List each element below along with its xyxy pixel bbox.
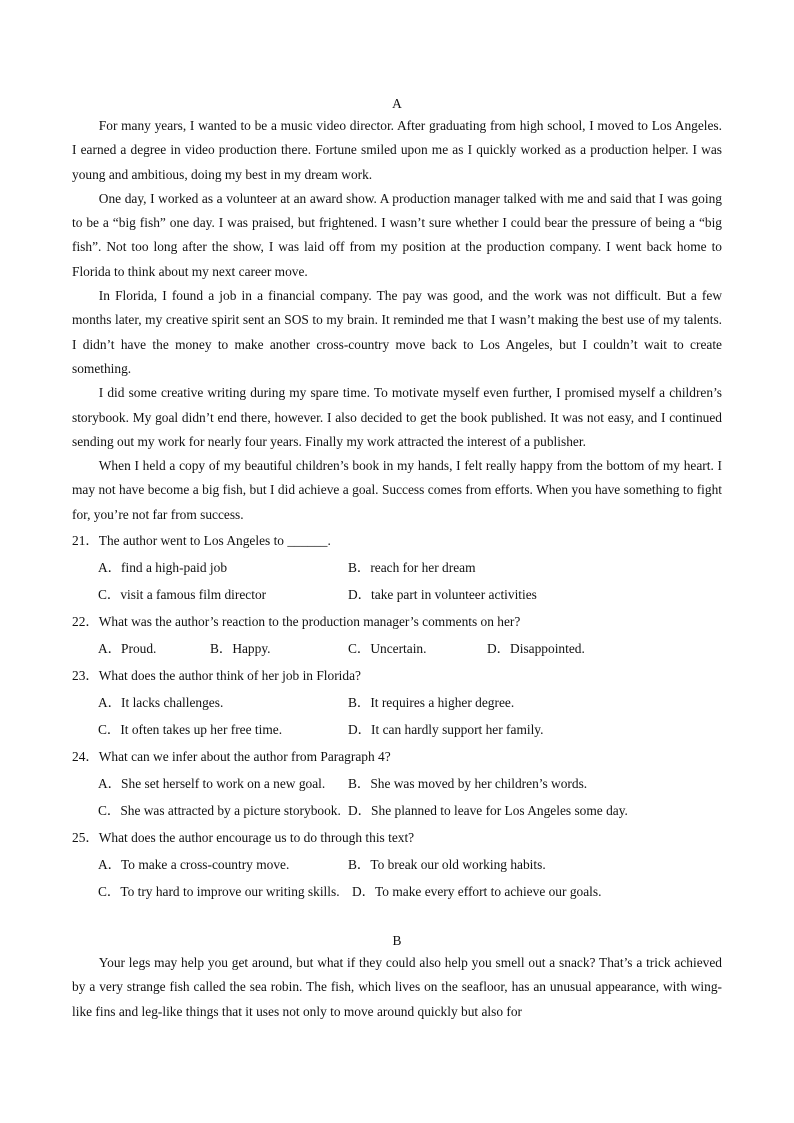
option-b: B．She was moved by her children’s words. xyxy=(348,776,588,792)
options-row xyxy=(72,716,722,743)
section-a xyxy=(72,94,722,905)
options-row xyxy=(72,689,722,716)
section-b-title: B xyxy=(392,933,402,949)
option-d: D．take part in volunteer activities xyxy=(348,587,537,603)
passage-paragraph: When I held a copy of my beautiful children’s book in my hands, I felt really happy from the bottom of my heart. I may not have become a big fish, but I did achieve a goal. Success comes from efforts. When you have something to fight for, you’re not far from success. xyxy=(72,458,722,522)
option-d: D．To make every effort to achieve our goals. xyxy=(352,884,602,900)
exam-page xyxy=(72,94,722,1024)
option-c: C．She was attracted by a picture storybook. xyxy=(98,803,341,819)
option-b: B．Happy. xyxy=(210,641,271,657)
question-stem: 23．What does the author think of her job in Florida? xyxy=(72,668,361,684)
option-a: A．She set herself to work on a new goal. xyxy=(98,776,326,792)
question-24 xyxy=(72,743,722,824)
passage-paragraph: For many years, I wanted to be a music video director. After graduating from high school, I moved to Los Angeles. I earned a degree in video production there. Fortune smiled upon me as I quickly worked as a production helper. I was young and ambitious, doing my best in my dream work. xyxy=(72,118,722,182)
option-c: C．Uncertain. xyxy=(348,641,427,657)
options-row xyxy=(72,554,722,581)
question-25 xyxy=(72,824,722,905)
option-d: D．She planned to leave for Los Angeles some day. xyxy=(348,803,628,819)
option-a: A．find a high-paid job xyxy=(98,560,228,576)
question-22 xyxy=(72,608,722,662)
question-21 xyxy=(72,527,722,608)
option-c: C．It often takes up her free time. xyxy=(98,722,283,738)
options-row xyxy=(72,635,722,662)
option-c: C．visit a famous film director xyxy=(98,587,267,603)
section-a-title: A xyxy=(392,96,402,111)
option-d: D．Disappointed. xyxy=(487,641,585,657)
passage-paragraph: I did some creative writing during my spare time. To motivate myself even further, I promised myself a children’s storybook. My goal didn’t end there, however. I also decided to get the book published. It was not easy, and I continued sending out my work for nearly four years. Finally my work attracted the interest of a publisher. xyxy=(72,385,722,449)
option-b: B．To break our old working habits. xyxy=(348,857,546,873)
option-b: B．reach for her dream xyxy=(348,560,476,576)
passage-paragraph: One day, I worked as a volunteer at an award show. A production manager talked with me and said that I was going to be a “big fish” one day. I was praised, but frightened. I wasn’t sure whether I could bear the pressure of being a “big fish”. Not too long after the show, I was laid off from my position at the production company. I went back home to Florida to think about my next career move. xyxy=(72,190,722,279)
question-stem: 25．What does the author encourage us to do through this text? xyxy=(72,830,415,846)
options-row xyxy=(72,581,722,608)
passage-paragraph: Your legs may help you get around, but what if they could also help you smell out a snack? That’s a trick achieved by a very strange fish called the sea robin. The fish, which lives on the seafloor, has an unusual appearance, with wing-like fins and leg-like things that it uses not only to move around quickly but also for xyxy=(72,955,722,1019)
question-23 xyxy=(72,662,722,743)
option-b: B．It requires a higher degree. xyxy=(348,695,515,711)
option-a: A．It lacks challenges. xyxy=(98,695,224,711)
option-a: A．To make a cross-country move. xyxy=(98,857,290,873)
options-row xyxy=(72,878,722,905)
option-d: D．It can hardly support her family. xyxy=(348,722,544,738)
option-a: A．Proud. xyxy=(98,641,157,657)
options-row xyxy=(72,797,722,824)
passage-paragraph: In Florida, I found a job in a financial company. The pay was good, and the work was not difficult. But a few months later, my creative spirit sent an SOS to my brain. It reminded me that I wasn’t making the best use of my talents. I didn’t have the money to make another cross-country move back to Los Angeles, but I couldn’t wait to create something. xyxy=(72,288,722,376)
question-stem: 24．What can we infer about the author from Paragraph 4? xyxy=(72,749,391,765)
section-b xyxy=(72,931,722,1024)
options-row xyxy=(72,851,722,878)
options-row xyxy=(72,770,722,797)
option-c: C．To try hard to improve our writing skills. xyxy=(98,884,340,900)
question-stem: 21．The author went to Los Angeles to ______. xyxy=(72,533,331,549)
question-stem: 22．What was the author’s reaction to the production manager’s comments on her? xyxy=(72,614,521,630)
